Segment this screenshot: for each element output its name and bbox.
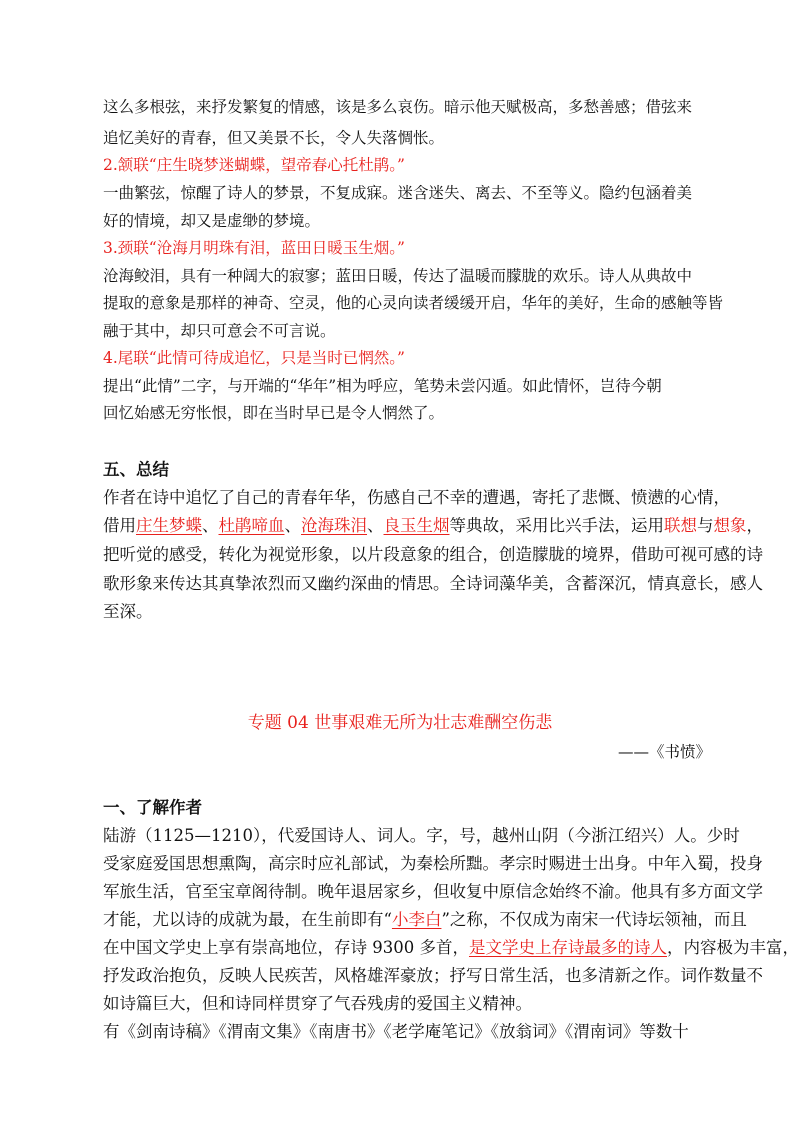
allusion-underlined: 庄生梦蝶 (136, 516, 202, 535)
paragraph-line: 好的情境，却又是虚缈的梦境。 (103, 212, 321, 230)
author-line: 军旅生活，官至宝章阁待制。晚年退居家乡，但收复中原信念始终不渝。他具有多方面文学 (103, 882, 763, 901)
summary-text: 与 (697, 516, 714, 535)
record-underlined: 是文学史上存诗最多的诗人 (468, 938, 667, 957)
summary-text: 借用 (103, 516, 136, 535)
summary-line: 歌形象来传达其真挚浓烈而又幽约深曲的情思。全诗词藻华美，含蓄深沉，情真意长，感人 (103, 574, 763, 593)
summary-text: 、 (202, 516, 219, 535)
paragraph-line: 提取的意象是那样的神奇、空灵，他的心灵向读者缓缓开启，华年的美好，生命的感触等皆 (103, 294, 724, 312)
author-line: 如诗篇巨大，但和诗同样贯穿了气吞残虏的爱国主义精神。 (103, 994, 532, 1013)
summary-line: 作者在诗中追忆了自己的青春年华，伤感自己不幸的遭遇，寄托了悲慨、愤懑的心情， (103, 488, 730, 507)
allusion-underlined: 沧海珠泪 (301, 516, 367, 535)
paragraph-line: 这么多根弦，来抒发繁复的情感，该是多么哀伤。暗示他天赋极高，多愁善感；借弦来 (103, 98, 693, 116)
author-line (103, 938, 799, 958)
couplet-heading: 3.颈联“沧海月明珠有泪，蓝田日暖玉生烟。” (103, 239, 405, 257)
summary-text: ， (746, 516, 763, 535)
keyword-red: 联想 (664, 516, 697, 535)
author-text: ”之称，不仅成为南宋一代诗坛领袖，而且 (441, 910, 747, 929)
allusion-underlined: 良玉生烟 (383, 516, 450, 535)
summary-text: 、 (367, 516, 384, 535)
author-line: 陆游（1125—1210），代爱国诗人、词人。字，号，越州山阴（今浙江绍兴）人。少时 (103, 826, 740, 845)
couplet-heading: 4.尾联“此情可待成追忆，只是当时已惘然。” (103, 349, 405, 367)
summary-line: 把听觉的感受，转化为视觉形象，以片段意象的组合，创造朦胧的境界，借助可视可感的诗 (103, 545, 763, 564)
allusion-underlined: 杜鹃啼血 (218, 516, 285, 535)
author-text: 才能，尤以诗的成就为最，在生前即有“ (103, 910, 392, 929)
paragraph-line: 回忆始感无穷怅恨，即在当时早已是令人惘然了。 (103, 404, 445, 422)
author-line (103, 910, 747, 930)
paragraph-line: 提出“此情”二字，与开端的“华年”相为呼应，笔势未尝闪遁。如此情怀，岂待今朝 (103, 377, 662, 395)
summary-heading: 五、总结 (103, 460, 169, 479)
author-text: 在中国文学史上享有崇高地位，存诗 9300 多首， (103, 938, 469, 957)
author-line: 受家庭爱国思想熏陶，高宗时应礼部试，为秦桧所黜。孝宗时赐进士出身。中年入蜀，投身 (103, 854, 763, 873)
author-line: 有《剑南诗稿》《渭南文集》《南唐书》《老学庵笔记》《放翁词》《渭南词》等数十 (103, 1022, 689, 1041)
paragraph-line: 一曲繁弦，惊醒了诗人的梦景，不复成寐。迷含迷失、离去、不至等义。隐约包涵着美 (103, 184, 693, 202)
paragraph-line: 沧海鲛泪，具有一种阔大的寂寥；蓝田日暖，传达了温暖而朦胧的欢乐。诗人从典故中 (103, 267, 693, 285)
keyword-red: 想象 (713, 516, 747, 535)
summary-text: 等典故，采用比兴手法，运用 (449, 516, 664, 535)
topic-subtitle: ——《书愤》 (617, 743, 711, 761)
author-line: 抒发政治抱负，反映人民疾苦，风格雄浑豪放；抒写日常生活，也多清新之作。词作数量不 (103, 966, 763, 985)
summary-line: 至深。 (103, 602, 153, 621)
author-text: ，内容极为丰富， (666, 938, 799, 957)
nickname-underlined: 小李白 (391, 910, 442, 929)
summary-text: 、 (284, 516, 301, 535)
couplet-heading: 2.颔联“庄生晓梦迷蝴蝶，望帝春心托杜鹃。” (103, 156, 405, 174)
paragraph-line: 追忆美好的青春，但又美景不长，令人失落惆怅。 (103, 129, 445, 147)
paragraph-line: 融于其中，却只可意会不可言说。 (103, 322, 336, 340)
author-heading: 一、了解作者 (103, 798, 202, 817)
summary-line (103, 516, 763, 536)
topic-title: 专题 04 世事艰难无所为壮志难酬空伤悲 (247, 713, 553, 733)
